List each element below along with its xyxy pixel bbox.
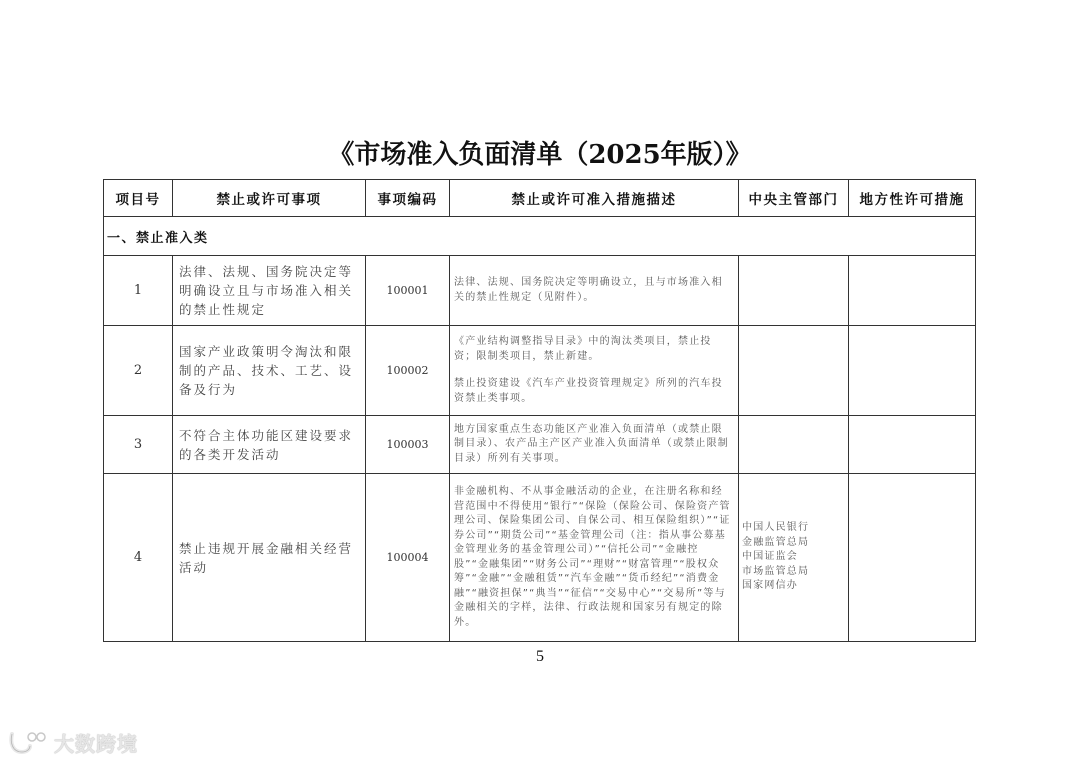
table-header-row: [104, 180, 976, 217]
watermark-text: 大数跨境: [54, 732, 138, 756]
dept-name: 国家网信办: [742, 580, 798, 592]
row-item: 不符合主体功能区建设要求的各类开发活动: [173, 416, 366, 474]
row-code: 100004: [366, 474, 450, 642]
description-paragraph: 非金融机构、不从事金融活动的企业，在注册名称和经营范围中不得使用“银行”“保险（保险公司、保险资产管理公司、保险集团公司、自保公司、相互保险组织）”“证券公司”“期货公司”“基金管理公司（注：指从事公募基金管理业务的基金管理公司）”“信托公司”“金融控股”“金融集团”“财务公司”“理财”“财富管理”“股权众筹”“金融”“金融租赁”“汽车金融”“货币经纪”“消费金融”“融资担保”“典当”“征信”“交易中心”“交易所”等与金融相关的字样，法律、行政法规和国家另有规定的除外。: [454, 486, 731, 628]
header-local-measures: 地方性许可措施: [849, 180, 976, 217]
row-central-dept: [739, 474, 849, 642]
row-item: 法律、法规、国务院决定等明确设立且与市场准入相关的禁止性规定: [173, 256, 366, 326]
description-paragraph: 《产业结构调整指导目录》中的淘汰类项目，禁止投资；限制类项目，禁止新建。: [454, 336, 712, 362]
row-number: 3: [104, 416, 173, 474]
page-number: 5: [536, 648, 544, 665]
section-row: [104, 217, 976, 256]
row-description: [450, 416, 739, 474]
row-description: [450, 256, 739, 326]
header-item-name: 禁止或许可事项: [173, 180, 366, 217]
dept-name: 金融监管总局: [742, 536, 810, 548]
table-row: [104, 256, 976, 326]
row-central-dept: [739, 256, 849, 326]
row-number: 4: [104, 474, 173, 642]
dept-name: 中国证监会: [742, 551, 798, 563]
table-row: [104, 416, 976, 474]
row-code: 100003: [366, 416, 450, 474]
header-item-no: 项目号: [104, 180, 173, 217]
row-local-measures: [849, 326, 976, 416]
brand-logo-icon: [8, 730, 48, 756]
row-item: 国家产业政策明令淘汰和限制的产品、技术、工艺、设备及行为: [173, 326, 366, 416]
description-paragraph: 法律、法规、国务院决定等明确设立，且与市场准入相关的禁止性规定（见附件）。: [454, 277, 723, 303]
row-item: 禁止违规开展金融相关经营活动: [173, 474, 366, 642]
row-description: [450, 474, 739, 642]
row-description: [450, 326, 739, 416]
row-local-measures: [849, 474, 976, 642]
header-central-dept: 中央主管部门: [739, 180, 849, 217]
dept-name: 中国人民银行: [742, 522, 810, 534]
document-title: 《市场准入负面清单（2025年版）》: [328, 140, 752, 170]
row-central-dept: [739, 326, 849, 416]
row-local-measures: [849, 416, 976, 474]
negative-list-table: [103, 179, 976, 642]
description-paragraph: 禁止投资建设《汽车产业投资管理规定》所列的汽车投资禁止类事项。: [454, 378, 723, 404]
table-row: [104, 326, 976, 416]
watermark: [8, 728, 138, 757]
row-number: 2: [104, 326, 173, 416]
header-measure-desc: 禁止或许可准入措施描述: [450, 180, 739, 217]
row-central-dept: [739, 416, 849, 474]
section-title: 一、禁止准入类: [104, 217, 976, 256]
row-local-measures: [849, 256, 976, 326]
row-code: 100001: [366, 256, 450, 326]
dept-name: 市场监管总局: [742, 565, 810, 577]
row-code: 100002: [366, 326, 450, 416]
table-row: [104, 474, 976, 642]
header-item-code: 事项编码: [366, 180, 450, 217]
description-paragraph: 地方国家重点生态功能区产业准入负面清单（或禁止限制目录）、农产品主产区产业准入负面清单（或禁止限制目录）所列有关事项。: [454, 423, 729, 464]
row-number: 1: [104, 256, 173, 326]
